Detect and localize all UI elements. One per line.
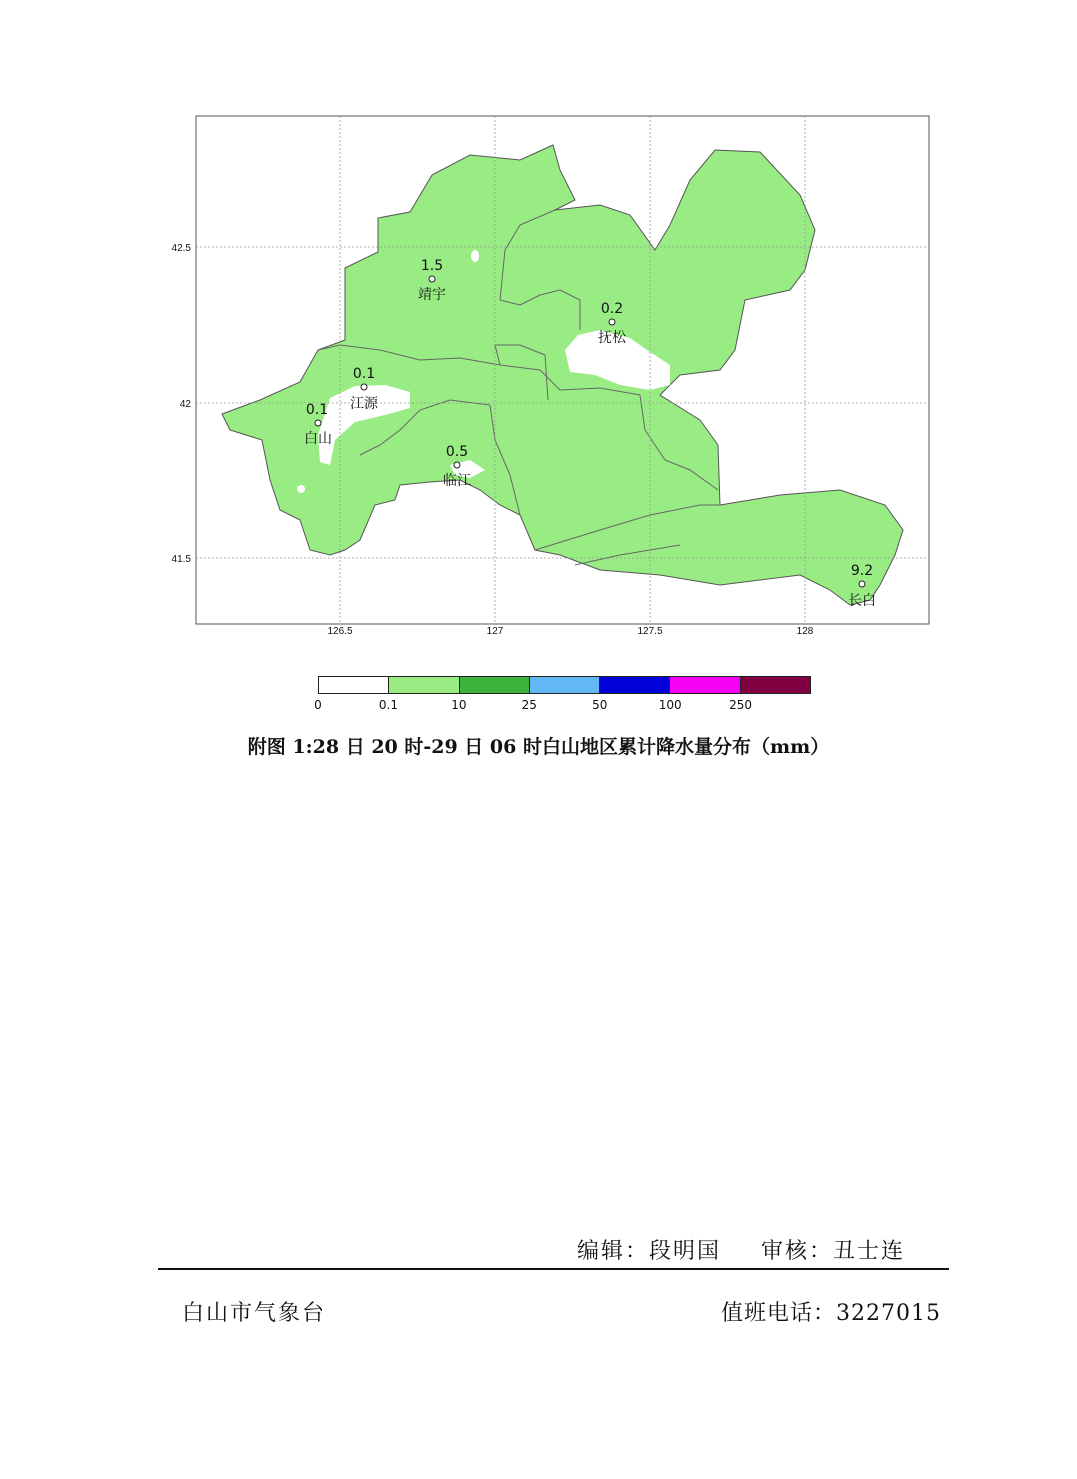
precipitation-map xyxy=(0,0,1077,720)
legend-swatch xyxy=(388,676,458,694)
legend-label: 0.1 xyxy=(378,698,398,712)
lat-tick-label: 42.5 xyxy=(171,243,191,254)
station-value: 0.5 xyxy=(445,444,469,460)
station-name: 江源 xyxy=(350,396,378,412)
lon-tick-label: 127.5 xyxy=(637,626,663,637)
lon-tick-label: 128 xyxy=(796,626,814,637)
station-name: 临江 xyxy=(443,473,471,489)
legend-swatch xyxy=(669,676,739,694)
color-legend xyxy=(318,676,811,696)
station-marker xyxy=(454,462,460,468)
lon-tick-label: 127 xyxy=(486,626,504,637)
station-marker xyxy=(859,581,865,587)
figure-caption: 附图 1:28 日 20 时-29 日 06 时白山地区累计降水量分布（mm） xyxy=(247,736,830,758)
duty-phone: 值班电话：3227015 xyxy=(721,1301,941,1326)
legend-swatch xyxy=(599,676,669,694)
station-value: 抚松 xyxy=(598,330,626,346)
legend-label: 50 xyxy=(592,698,608,712)
lat-tick-label: 41.5 xyxy=(171,554,191,565)
station-marker xyxy=(315,420,321,426)
station-marker xyxy=(429,276,435,282)
editor-line xyxy=(577,1234,905,1265)
legend-swatch xyxy=(459,676,529,694)
legend-label: 0 xyxy=(314,698,322,712)
legend-label: 250 xyxy=(729,698,753,712)
station-value: 0.2 xyxy=(600,301,624,317)
station-marker xyxy=(361,384,367,390)
legend-labels xyxy=(314,698,811,714)
dry-area xyxy=(297,485,305,493)
lon-tick-label: 126.5 xyxy=(327,626,353,637)
editor-name: 编辑：段明国 xyxy=(576,1239,721,1264)
lat-tick-label: 42 xyxy=(179,399,191,410)
legend-label: 100 xyxy=(658,698,682,712)
station-name: 白山 xyxy=(304,431,332,447)
station-name: 靖宇 xyxy=(418,287,446,303)
station-value: 0.1 xyxy=(305,402,329,418)
dry-area xyxy=(471,250,479,262)
station-value: 0.1 xyxy=(352,366,376,382)
legend-label: 25 xyxy=(521,698,537,712)
legend-label: 10 xyxy=(451,698,467,712)
station-name: 长白 xyxy=(848,593,876,609)
organization-name: 白山市气象台 xyxy=(182,1301,327,1326)
legend-swatch xyxy=(529,676,599,694)
legend-swatch xyxy=(318,676,388,694)
station-value: 1.5 xyxy=(420,258,444,274)
station-marker xyxy=(609,319,615,325)
divider xyxy=(158,1268,949,1270)
reviewer-name: 审核：丑士连 xyxy=(760,1239,905,1264)
station-value: 9.2 xyxy=(850,563,874,579)
legend-swatch xyxy=(740,676,811,694)
